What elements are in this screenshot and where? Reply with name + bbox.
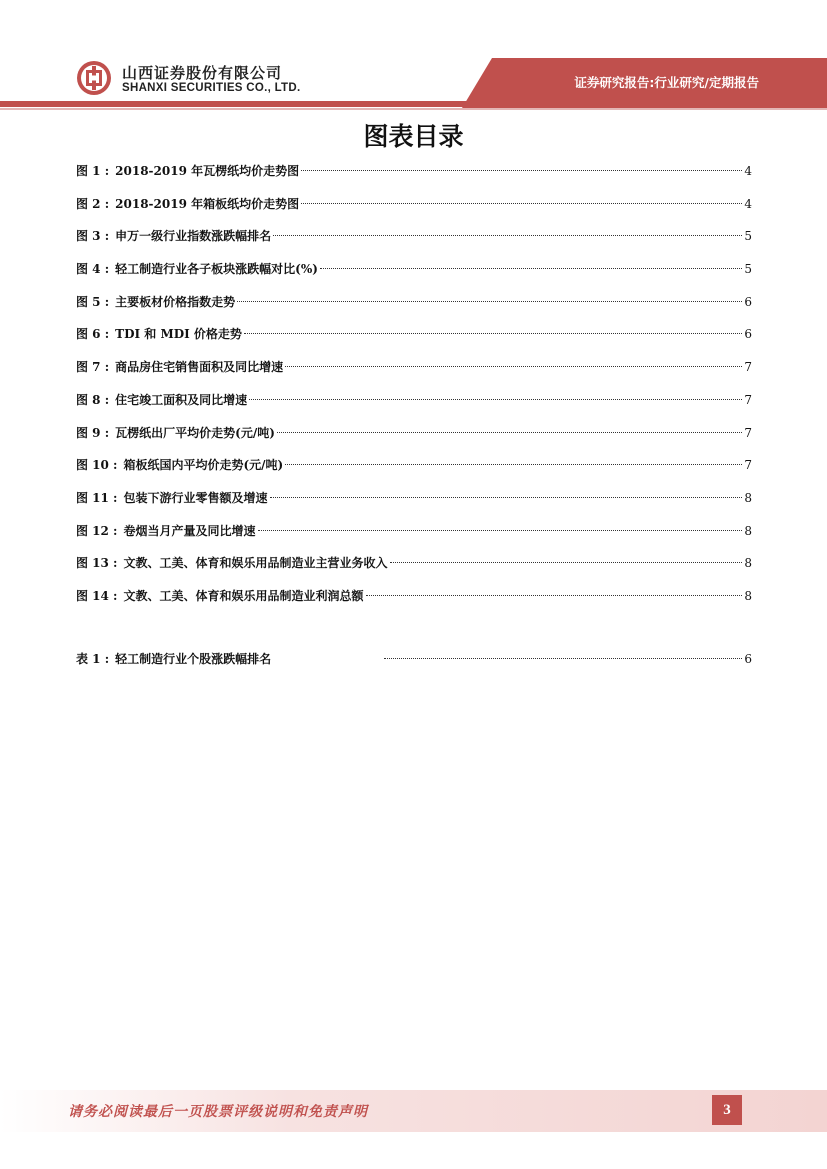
toc-leader-dots <box>301 170 742 171</box>
toc-entry-title: 2018-2019 年箱板纸均价走势图 <box>115 196 300 211</box>
toc-entry-label <box>76 289 235 315</box>
page-header <box>0 0 827 110</box>
toc-leader-dots <box>249 399 742 400</box>
toc-leader-dots <box>320 268 742 269</box>
toc-entry[interactable] <box>76 452 752 485</box>
toc-entry-title: 住宅竣工面积及同比增速 <box>115 392 248 407</box>
toc-entry[interactable] <box>76 583 752 616</box>
toc-entry[interactable] <box>76 223 752 256</box>
toc-entry[interactable] <box>76 354 752 387</box>
toc-entry[interactable] <box>76 289 752 322</box>
page-title: 图表目录 <box>363 122 464 151</box>
toc-entry-label <box>76 223 271 249</box>
toc-leader-dots <box>277 432 742 433</box>
header-divider <box>0 101 827 107</box>
toc-entry-page: 7 <box>744 425 752 440</box>
toc-entry[interactable] <box>76 256 752 289</box>
toc-entry-title: 文教、工美、体育和娱乐用品制造业主营业务收入 <box>123 556 388 571</box>
toc-entry[interactable] <box>76 321 752 354</box>
toc-entry-title: 商品房住宅销售面积及同比增速 <box>115 360 284 375</box>
toc-entry-number: 图 2 : <box>76 196 110 211</box>
toc-entry-label <box>76 158 299 184</box>
toc-entry-label <box>76 485 268 511</box>
toc-entry-number: 图 11 : <box>76 490 118 505</box>
report-type: 证券研究报告:行业研究/定期报告 <box>574 75 759 90</box>
toc-entry-page: 5 <box>744 229 752 244</box>
toc-entry-number: 图 8 : <box>76 392 110 407</box>
toc-entry-number: 图 1 : <box>76 164 110 178</box>
toc-entry-label <box>76 583 364 609</box>
toc-entry-label <box>76 387 247 413</box>
toc-entry-label <box>76 191 299 217</box>
toc-entry-title: 文教、工美、体育和娱乐用品制造业利润总额 <box>123 588 364 603</box>
toc-leader-dots <box>258 530 743 531</box>
toc-entry-title: 轻工制造行业个股涨跌幅排名 <box>115 652 272 666</box>
toc-leader-dots <box>270 497 743 498</box>
toc-entry-number: 图 5 : <box>76 294 110 309</box>
toc-entry-title: 轻工制造行业各子板块涨跌幅对比(%) <box>115 262 318 277</box>
toc-entry-number: 图 6 : <box>76 327 110 342</box>
page-number: 3 <box>712 1095 742 1125</box>
toc-leader-dots <box>366 595 743 596</box>
toc-entry-number: 图 10 : <box>76 458 118 473</box>
toc-entry-number: 图 14 : <box>76 588 118 603</box>
toc-entry-page: 8 <box>744 490 752 505</box>
toc-entry[interactable] <box>76 550 752 583</box>
toc-entry-page: 7 <box>744 392 752 407</box>
toc-entry-label <box>76 420 275 446</box>
toc-leader-dots <box>285 366 742 367</box>
toc-entry-page: 6 <box>744 294 752 309</box>
toc-entry-title: 箱板纸国内平均价走势(元/吨) <box>123 458 284 473</box>
toc-entry-page: 7 <box>744 360 752 375</box>
toc-entry-number: 图 7 : <box>76 360 110 375</box>
toc-entry-page: 8 <box>744 556 752 571</box>
toc-entry[interactable] <box>76 518 752 551</box>
toc-entry[interactable] <box>76 387 752 420</box>
toc-entry-title: 卷烟当月产量及同比增速 <box>123 523 256 538</box>
toc-leader-dots <box>273 235 742 236</box>
toc-entry-page: 8 <box>744 588 752 603</box>
toc-entry-title: 2018-2019 年瓦楞纸均价走势图 <box>115 164 300 178</box>
toc-entry-title: 申万一级行业指数涨跌幅排名 <box>115 229 272 244</box>
toc-entry[interactable] <box>76 191 752 224</box>
toc-entry-page: 7 <box>744 458 752 473</box>
toc-entry-number: 图 9 : <box>76 425 110 440</box>
toc-entry-page: 6 <box>744 327 752 342</box>
toc-entry-number: 图 13 : <box>76 556 118 571</box>
toc-entry-page: 4 <box>744 196 752 211</box>
toc-entry-label <box>76 518 256 544</box>
toc-entry-title: 主要板材价格指数走势 <box>115 294 236 309</box>
toc-entry-label <box>76 550 388 576</box>
toc-entry[interactable] <box>76 485 752 518</box>
header-divider-thin <box>0 108 827 110</box>
toc-leader-dots <box>384 658 742 659</box>
toc-entry-title: 瓦楞纸出厂平均价走势(元/吨) <box>115 425 275 440</box>
toc-entry-page: 5 <box>744 262 752 277</box>
toc-entry-page: 8 <box>744 523 752 538</box>
toc-entry-number: 表 1 : <box>76 652 110 666</box>
company-name-cn: 山西证券股份有限公司 <box>122 64 283 82</box>
toc-entry[interactable] <box>76 646 752 679</box>
toc-leader-dots <box>390 562 743 563</box>
toc-leader-dots <box>301 203 742 204</box>
toc-entry-number: 图 3 : <box>76 229 110 244</box>
toc-entry-number: 图 4 : <box>76 262 110 277</box>
footer-disclaimer: 请务必阅读最后一页股票评级说明和免责声明 <box>68 1104 368 1120</box>
toc-entry-label <box>76 256 318 282</box>
toc-entry-label <box>76 354 283 380</box>
toc-entry-label <box>76 646 382 672</box>
toc-entry-title: 包装下游行业零售额及增速 <box>123 490 268 505</box>
toc-entry-number: 图 12 : <box>76 523 118 538</box>
toc-entry[interactable] <box>76 158 752 191</box>
toc-leader-dots <box>244 333 742 334</box>
toc-leader-dots <box>285 464 742 465</box>
toc-entry-page: 6 <box>744 652 752 666</box>
toc-entry-title: TDI 和 MDI 价格走势 <box>115 327 242 342</box>
figure-list <box>76 158 752 616</box>
table-list <box>76 646 752 679</box>
toc-leader-dots <box>237 301 742 302</box>
toc-entry[interactable] <box>76 420 752 453</box>
toc-entry-label <box>76 452 283 478</box>
company-name-en: SHANXI SECURITIES CO., LTD. <box>122 82 301 94</box>
toc-entry-label <box>76 321 242 347</box>
toc-entry-page: 4 <box>744 164 752 178</box>
